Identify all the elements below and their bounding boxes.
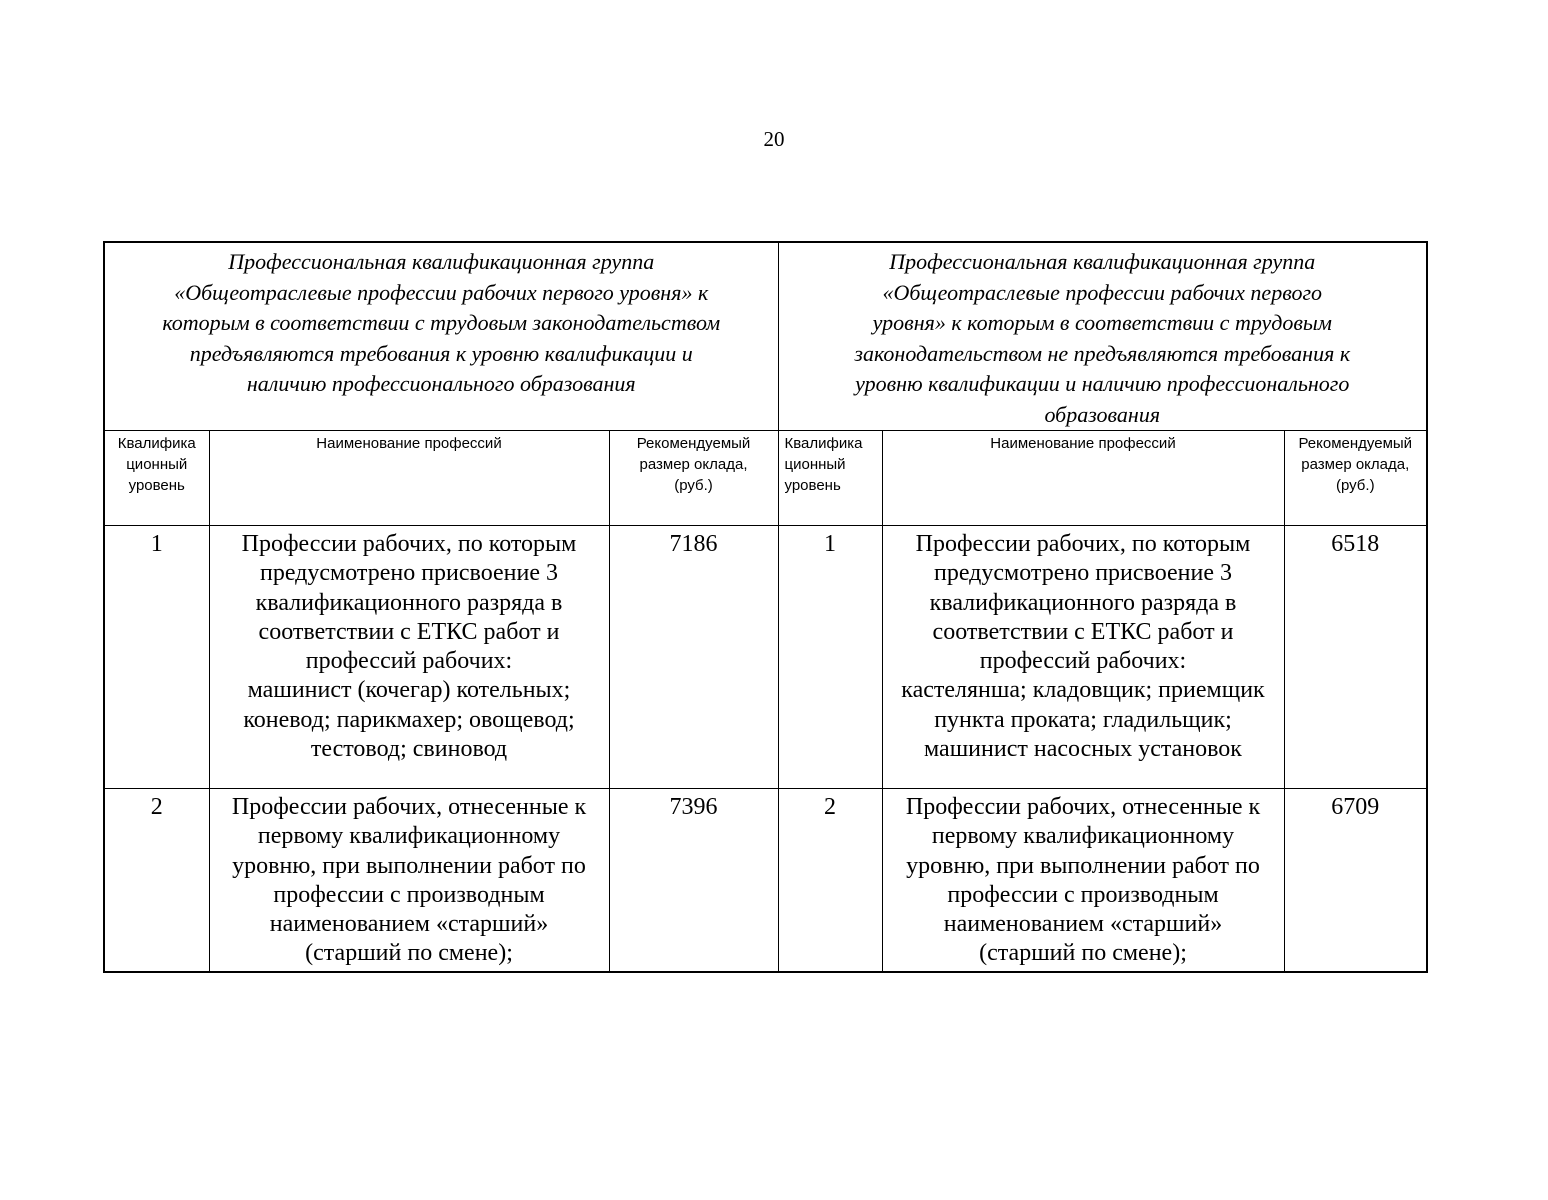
professions-cell-right: Профессии рабочих, отнесенные к первому квалификационному уровню, при выполнении работ по профессии с производным наименованием «старший» (старший по смене); xyxy=(882,789,1284,973)
professions-cell-left: Профессии рабочих, отнесенные к первому квалификационному уровню, при выполнении работ по профессии с производным наименованием «старший» (старший по смене); xyxy=(209,789,609,973)
column-header-name-left: Наименование профессий xyxy=(209,431,609,526)
level-cell-right: 2 xyxy=(778,789,882,973)
column-header-salary-right: Рекомендуемый размер оклада, (руб.) xyxy=(1284,431,1427,526)
group-title-left: Профессиональная квалификационная группа «Общеотраслевые профессии рабочих первого уровня» к которым в соответствии с трудовым законодательством предъявляются требования к уровню квалификации и наличию профессионального образования xyxy=(104,242,778,431)
page-number: 20 xyxy=(763,127,785,151)
table-row xyxy=(104,789,1427,973)
level-cell-right: 1 xyxy=(778,526,882,789)
salary-cell-right: 6518 xyxy=(1284,526,1427,789)
professions-cell-right: Профессии рабочих, по которым предусмотрено присвоение 3 квалификационного разряда в соответствии с ЕТКС работ и профессий рабочих: кастелянша; кладовщик; приемщик пункта проката; гладильщик; машинист насосных установок xyxy=(882,526,1284,789)
salary-cell-left: 7396 xyxy=(609,789,778,973)
table-row xyxy=(104,526,1427,789)
group-header-row xyxy=(104,242,1427,431)
salary-cell-right: 6709 xyxy=(1284,789,1427,973)
column-header-level-right: Квалифика ционный уровень xyxy=(778,431,882,526)
column-header-row xyxy=(104,431,1427,526)
level-cell-left: 2 xyxy=(104,789,209,973)
salary-cell-left: 7186 xyxy=(609,526,778,789)
column-header-salary-left: Рекомендуемый размер оклада, (руб.) xyxy=(609,431,778,526)
group-title-right: Профессиональная квалификационная группа «Общеотраслевые профессии рабочих первого уровня» к которым в соответствии с трудовым законодательством не предъявляются требования к уровню квалификации и наличию профессионального образования xyxy=(778,242,1427,431)
level-cell-left: 1 xyxy=(104,526,209,789)
salary-table xyxy=(103,241,1428,973)
column-header-name-right: Наименование профессий xyxy=(882,431,1284,526)
professions-cell-left: Профессии рабочих, по которым предусмотрено присвоение 3 квалификационного разряда в соответствии с ЕТКС работ и профессий рабочих: машинист (кочегар) котельных; коневод; парикмахер; овощевод; тестовод; свиновод xyxy=(209,526,609,789)
column-header-level-left: Квалифика ционный уровень xyxy=(104,431,209,526)
